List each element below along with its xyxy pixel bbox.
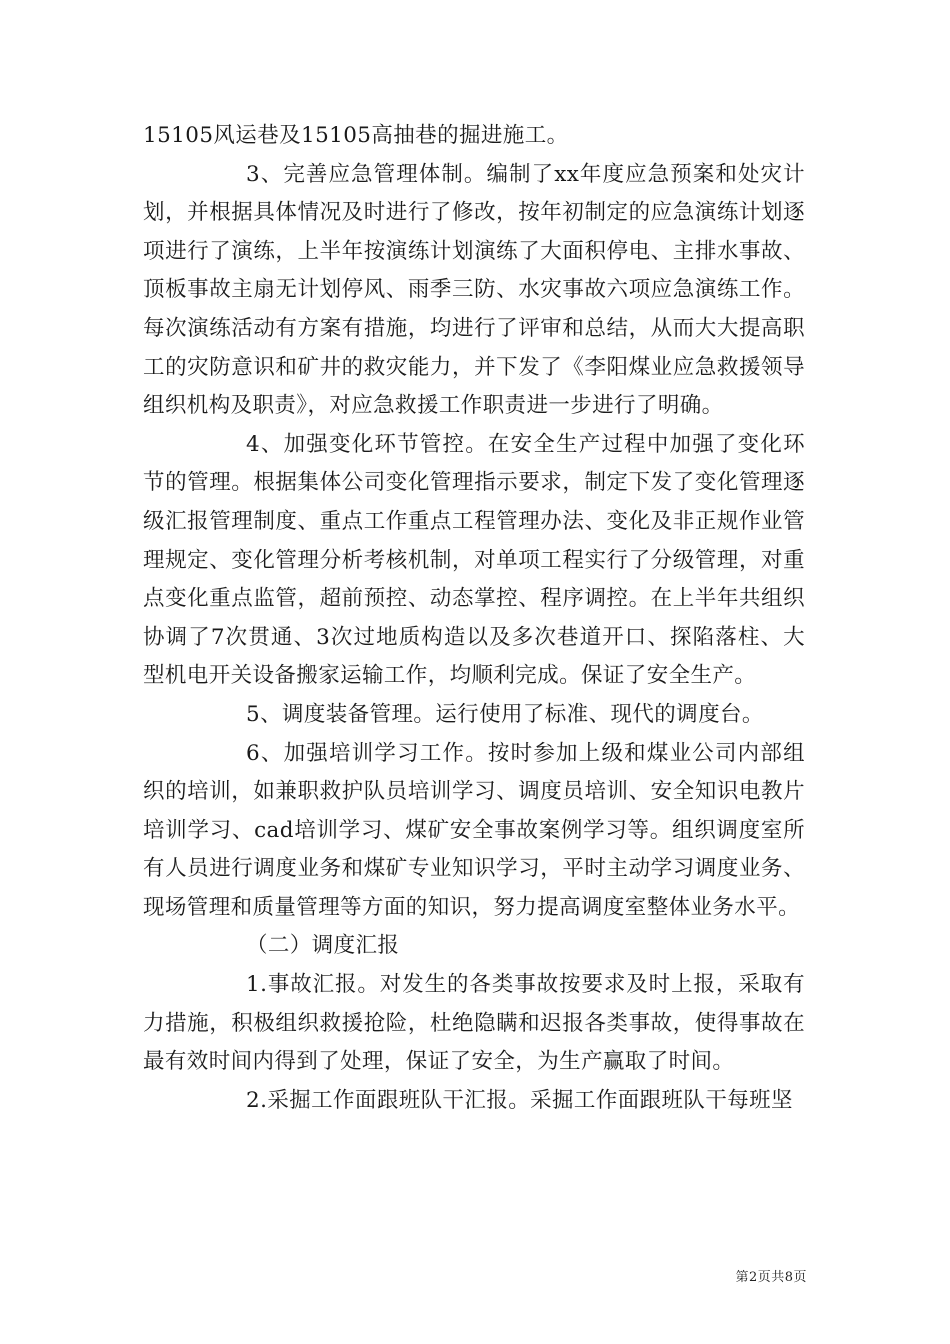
page-number-footer: 第2页共8页 (735, 1270, 807, 1285)
paragraph-emergency-management: 3、完善应急管理体制。编制了xx年度应急预案和处灾计划，并根据具体情况及时进行了修改，按年初制定的应急演练计划逐项进行了演练，上半年按演练计划演练了大面积停电、主排水事故、顶板事故主扇无计划停风、雨季三防、水灾事故六项应急演练工作。每次演练活动有方案有措施，均进行了评审和总结，从而大大提高职工的灾防意识和矿井的救灾能力，并下发了《李阳煤业应急救援领导组织机构及职责》，对应急救援工作职责进一步进行了明确。 (143, 161, 805, 419)
paragraph-training: 6、加强培训学习工作。按时参加上级和煤业公司内部组织的培训，如兼职救护队员培训学习、调度员培训、安全知识电教片培训学习、cad培训学习、煤矿安全事故案例学习等。组织调度室所有人员进行调度业务和煤矿专业知识学习，平时主动学习调度业务、现场管理和质量管理等方面的知识，努力提高调度室整体业务水平。 (143, 740, 805, 920)
paragraph-dispatch-equipment: 5、调度装备管理。运行使用了标准、现代的调度台。 (246, 701, 764, 727)
paragraph-change-control: 4、加强变化环节管控。在安全生产过程中加强了变化环节的管理。根据集体公司变化管理指示要求，制定下发了变化管理逐级汇报管理制度、重点工作重点工程管理办法、变化及非正规作业管理规定、变化管理分析考核机制，对单项工程实行了分级管理，对重点变化重点监管，超前预控、动态掌控、程序调控。在上半年共组织协调了7次贯通、3次过地质构造以及多次巷道开口、探陷落柱、大型机电开关设备搬家运输工作，均顺利完成。保证了安全生产。 (143, 431, 805, 689)
paragraph-shift-report: 2.采掘工作面跟班队干汇报。采掘工作面跟班队干每班坚 (246, 1087, 793, 1113)
section-heading-dispatch-report: （二）调度汇报 (246, 933, 400, 959)
paragraph-continuation: 15105风运巷及15105高抽巷的掘进施工。 (143, 123, 569, 148)
document-body (143, 117, 805, 1120)
paragraph-accident-report: 1.事故汇报。对发生的各类事故按要求及时上报，采取有力措施，积极组织救援抢险，杜绝隐瞒和迟报各类事故，使得事故在最有效时间内得到了处理，保证了安全，为生产赢取了时间。 (143, 972, 805, 1075)
